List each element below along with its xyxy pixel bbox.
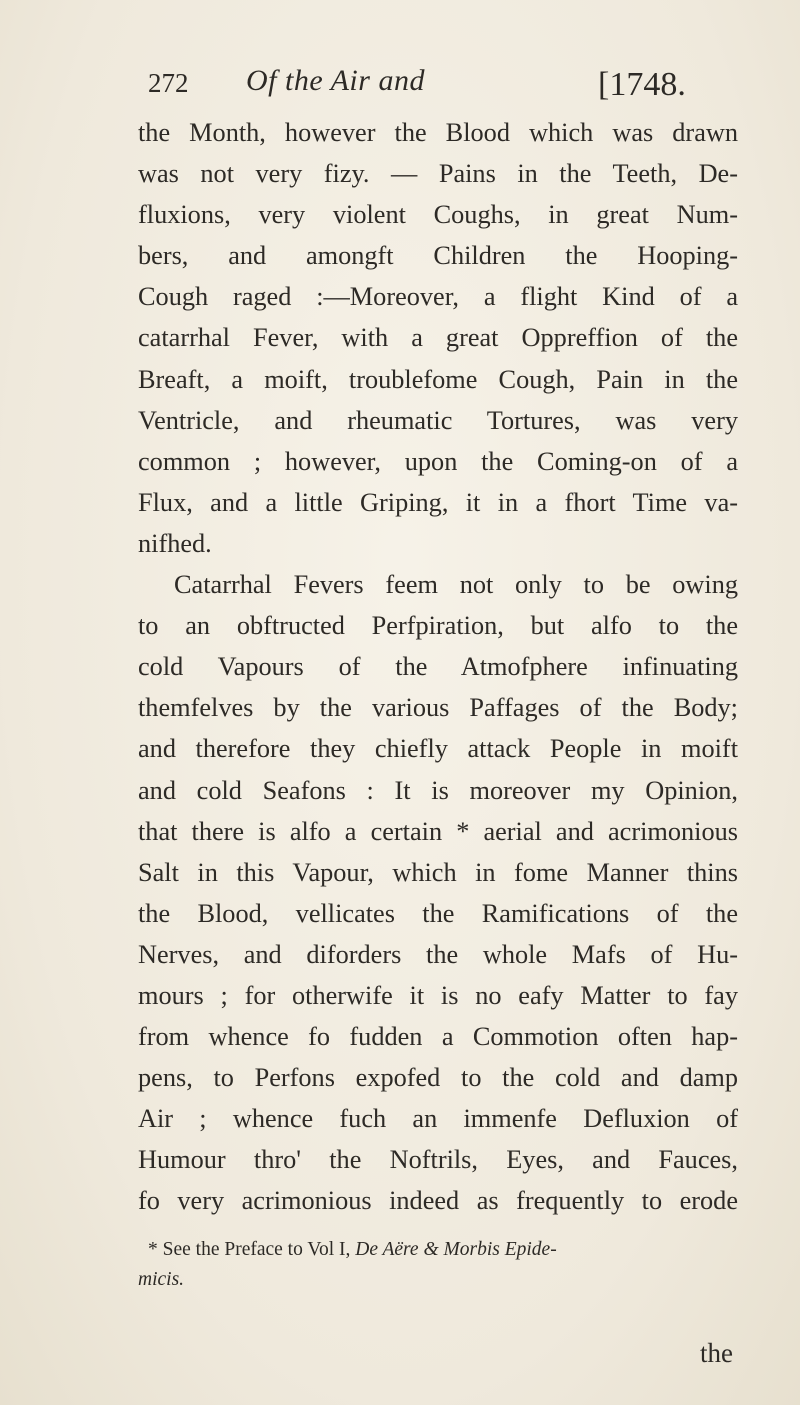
text-line: and cold Seafons : It is moreover my Opinion, — [138, 775, 738, 805]
paragraph-start-line: Catarrhal Fevers feem not only to be owing — [174, 570, 738, 600]
text-line: mours ; for otherwife it is no eafy Matter to fay — [138, 980, 738, 1010]
footnote — [138, 1235, 738, 1295]
text-line: that there is alfo a certain * aerial and acrimonious — [138, 816, 738, 846]
text-line: catarrhal Fever, with a great Oppreffion of the — [138, 323, 738, 353]
text-line: Salt in this Vapour, which in fome Manner thins — [138, 857, 738, 887]
body-text — [138, 112, 738, 1222]
text-line: Ventricle, and rheumatic Tortures, was very — [138, 405, 738, 435]
text-line: was not very fizy. — Pains in the Teeth, De- — [138, 159, 738, 189]
text-line: common ; however, upon the Coming-on of a — [138, 446, 738, 476]
running-title: Of the Air and — [246, 64, 425, 97]
page-number: 272 — [148, 68, 189, 98]
text-line: fluxions, very violent Coughs, in great Num- — [138, 200, 738, 230]
text-line: from whence fo fudden a Commotion often hap- — [138, 1022, 738, 1052]
text-line: Cough raged :—Moreover, a flight Kind of a — [138, 282, 738, 312]
footnote-continuation: micis. — [138, 1269, 185, 1290]
text-line: cold Vapours of the Atmofphere infinuating — [138, 652, 738, 682]
footnote-title: De Aëre & Morbis Epide- — [355, 1239, 557, 1260]
text-line: Flux, and a little Griping, it in a fhort Time va- — [138, 487, 738, 517]
footnote-text: * See the Preface to Vol I, — [148, 1239, 351, 1260]
header-year: [1748. — [598, 66, 686, 103]
text-line: to an obftructed Perfpiration, but alfo to the — [138, 611, 738, 641]
text-line: Air ; whence fuch an immenfe Defluxion of — [138, 1104, 738, 1134]
catchword: the — [700, 1338, 733, 1368]
text-line: nifhed. — [138, 528, 212, 558]
text-line: Humour thro' the Noftrils, Eyes, and Fauces, — [138, 1145, 738, 1175]
text-line: and therefore they chiefly attack People in moift — [138, 734, 738, 764]
text-line: pens, to Perfons expofed to the cold and damp — [138, 1063, 738, 1093]
text-line: the Month, however the Blood which was drawn — [138, 118, 738, 147]
text-line: Nerves, and diforders the whole Mafs of Hu- — [138, 939, 738, 969]
text-line: the Blood, vellicates the Ramifications of the — [138, 898, 738, 928]
footnote-line — [138, 1265, 738, 1295]
text-line: themfelves by the various Paffages of the Body; — [138, 693, 738, 723]
text-line: Breaft, a moift, troublefome Cough, Pain in the — [138, 364, 738, 394]
page-header — [148, 62, 748, 110]
text-line: fo very acrimonious indeed as frequently to erode — [138, 1186, 738, 1216]
footnote-line — [138, 1235, 738, 1265]
text-line: bers, and amongft Children the Hooping- — [138, 241, 738, 271]
